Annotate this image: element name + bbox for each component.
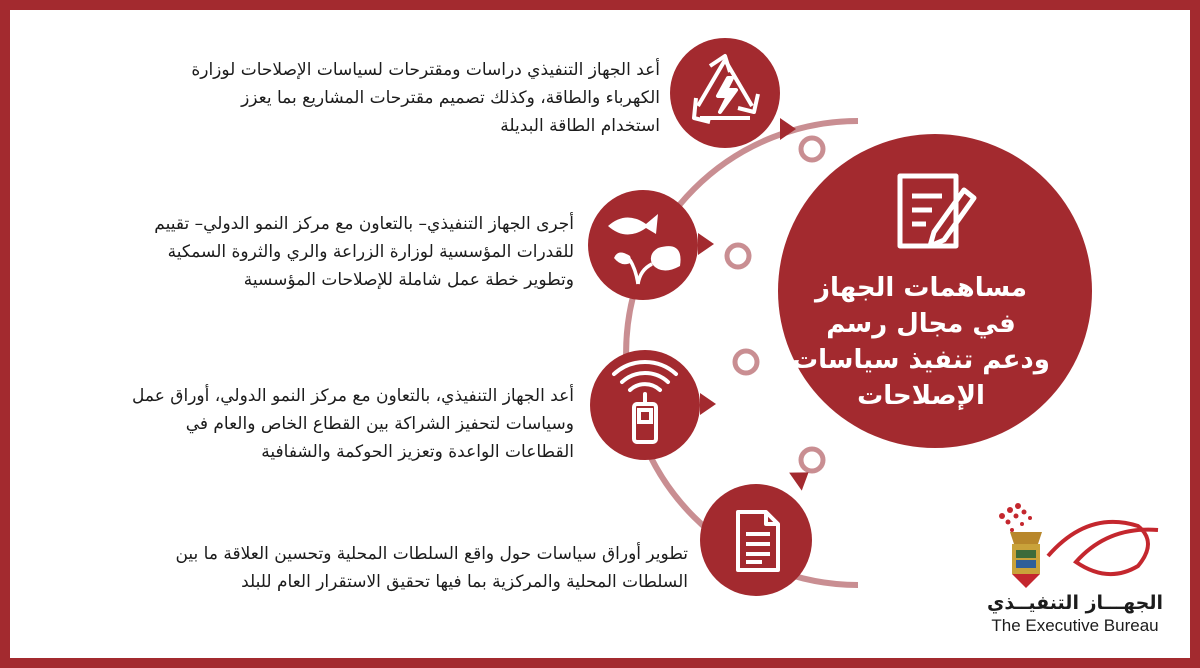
logo-arabic-name: الجهـــاز التنفيــذي [986, 592, 1164, 614]
mobile-signal-icon [590, 350, 700, 460]
fish-leaf-icon [588, 190, 698, 300]
connector-node [727, 245, 749, 267]
item-1-pointer [780, 118, 796, 140]
item-2-pointer [698, 233, 714, 255]
page-title: مساهمات الجهاز في مجال رسم ودعم تنفيذ سياسات الإصلاحات [792, 273, 1050, 411]
connector-node [735, 351, 757, 373]
item-3-icon-circle [590, 350, 700, 460]
item-3-pointer [700, 393, 716, 415]
item-2-text: أجرى الجهاز التنفيذي– بالتعاون مع مركز النمو الدولي– تقييم للقدرات المؤسسية لوزارة الزراعة والري والثروة السمكية وتطوير خطة عمل شاملة للإصلاحات المؤسسية [154, 214, 574, 290]
recycle-energy-icon [670, 38, 780, 148]
item-1-text: أعد الجهاز التنفيذي دراسات ومقترحات لسياسات الإصلاحات لوزارة الكهرباء والطاقة، وكذلك تصميم مقترحات المشاريع بما يعزز استخدام الطاقة البديلة [191, 60, 660, 136]
logo-emblem [988, 486, 1168, 592]
logo-english-name: The Executive Bureau [991, 616, 1159, 635]
item-4-text: تطوير أوراق سياسات حول واقع السلطات المحلية وتحسين العلاقة ما بين السلطات المحلية والمركزية بما فيها تحقيق الاستقرار العام للبلد [175, 544, 688, 592]
item-1-icon-circle [670, 38, 780, 148]
item-2-icon-circle [588, 190, 698, 300]
item-3-text: أعد الجهاز التنفيذي، بالتعاون مع مركز النمو الدولي، أوراق عمل وسياسات لتحفيز الشراكة بين القطاع الخاص والعام في القطاعات الواعدة وتعزيز الحوكمة والشفافية [132, 386, 574, 462]
item-4-icon-circle [700, 484, 812, 596]
document-icon [700, 484, 812, 596]
